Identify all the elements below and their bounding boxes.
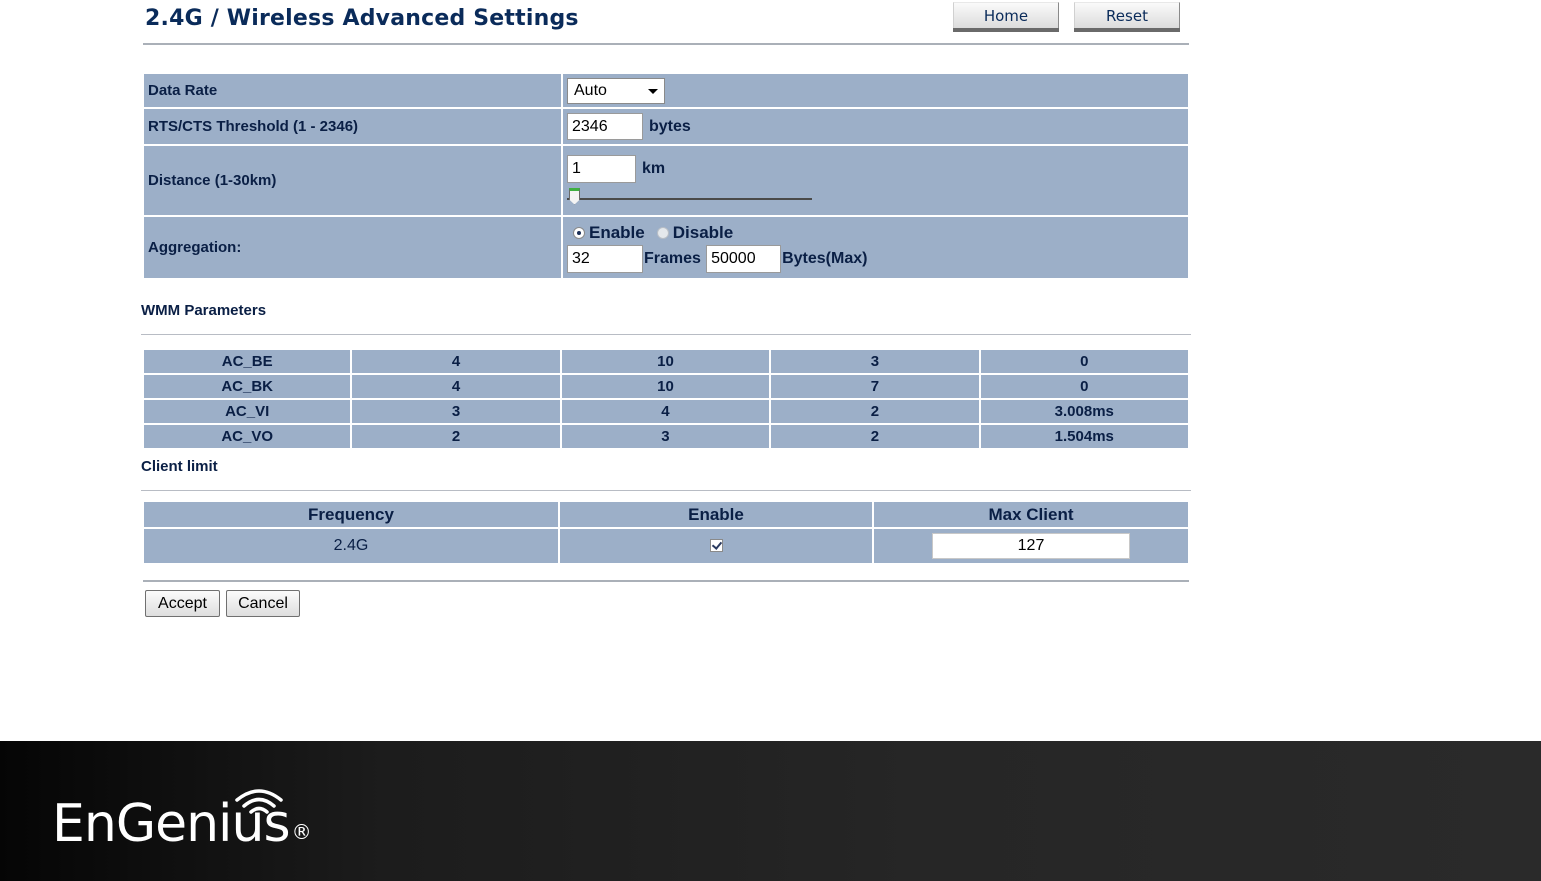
rts-row bbox=[144, 109, 1188, 144]
distance-cell bbox=[563, 146, 1188, 215]
enable-cell bbox=[560, 529, 872, 563]
data-rate-select[interactable] bbox=[567, 78, 665, 104]
distance-input[interactable]: 1 bbox=[567, 155, 636, 183]
chevron-down-icon bbox=[648, 89, 658, 94]
client-limit-row bbox=[144, 529, 1188, 563]
wmm-value-cell: 3 bbox=[771, 350, 978, 373]
distance-label: Distance (1-30km) bbox=[144, 146, 561, 215]
actions-divider bbox=[143, 580, 1189, 582]
brand-footer bbox=[0, 741, 1541, 881]
column-header: Max Client bbox=[874, 502, 1188, 527]
rts-unit: bytes bbox=[649, 117, 691, 135]
wmm-access-category: AC_BE bbox=[144, 350, 350, 373]
data-rate-value: Auto bbox=[574, 81, 607, 99]
wmm-access-category: AC_VI bbox=[144, 400, 350, 423]
advanced-settings-table bbox=[142, 72, 1190, 280]
wmm-value-cell: 2 bbox=[352, 425, 559, 448]
data-rate-row bbox=[144, 74, 1188, 107]
wmm-value-cell: 4 bbox=[562, 400, 769, 423]
accept-button[interactable]: Accept bbox=[145, 590, 220, 617]
aggregation-disable-radio[interactable] bbox=[657, 227, 669, 239]
client-limit-heading: Client limit bbox=[141, 458, 218, 475]
rts-cell bbox=[563, 109, 1188, 144]
wmm-value-cell: 4 bbox=[352, 375, 559, 398]
home-button[interactable]: Home bbox=[953, 2, 1059, 28]
aggregation-enable-radio[interactable] bbox=[573, 227, 585, 239]
max-client-input[interactable]: 127 bbox=[932, 533, 1130, 559]
aggregation-frames-input[interactable]: 32 bbox=[567, 245, 643, 273]
rts-label: RTS/CTS Threshold (1 - 2346) bbox=[144, 109, 561, 144]
wmm-value-cell: 4 bbox=[352, 350, 559, 373]
client-limit-table bbox=[142, 500, 1190, 565]
reset-button[interactable]: Reset bbox=[1074, 2, 1180, 28]
bytes-max-label: Bytes(Max) bbox=[782, 250, 868, 268]
max-client-cell bbox=[874, 529, 1188, 563]
data-rate-label: Data Rate bbox=[144, 74, 561, 107]
slider-track bbox=[567, 198, 812, 200]
distance-unit: km bbox=[642, 159, 666, 177]
distance-slider[interactable] bbox=[567, 187, 812, 209]
client-limit-divider bbox=[141, 490, 1191, 491]
wmm-value-cell: 1.504ms bbox=[981, 425, 1188, 448]
wmm-value-cell: 3.008ms bbox=[981, 400, 1188, 423]
wmm-value-cell: 3 bbox=[352, 400, 559, 423]
wmm-row bbox=[144, 400, 1188, 423]
wmm-value-cell: 2 bbox=[771, 400, 978, 423]
aggregation-enable-label: Enable bbox=[589, 223, 645, 243]
wifi-signal-icon bbox=[231, 786, 287, 816]
wmm-divider bbox=[141, 334, 1191, 335]
distance-row bbox=[144, 146, 1188, 215]
logo-text: EnGenius bbox=[52, 794, 290, 854]
wmm-value-cell: 10 bbox=[562, 375, 769, 398]
wmm-value-cell: 7 bbox=[771, 375, 978, 398]
wmm-row bbox=[144, 425, 1188, 448]
cancel-button[interactable]: Cancel bbox=[226, 590, 300, 617]
slider-thumb[interactable] bbox=[569, 188, 580, 205]
title-divider bbox=[143, 43, 1189, 45]
wmm-row bbox=[144, 350, 1188, 373]
client-limit-enable-checkbox[interactable] bbox=[710, 539, 723, 552]
wmm-heading: WMM Parameters bbox=[141, 302, 267, 319]
wmm-value-cell: 0 bbox=[981, 350, 1188, 373]
rts-threshold-input[interactable]: 2346 bbox=[567, 113, 643, 140]
wmm-row bbox=[144, 375, 1188, 398]
page-title: 2.4G / Wireless Advanced Settings bbox=[145, 6, 579, 31]
data-rate-cell bbox=[563, 74, 1188, 107]
wmm-access-category: AC_VO bbox=[144, 425, 350, 448]
wmm-value-cell: 0 bbox=[981, 375, 1188, 398]
aggregation-label: Aggregation: bbox=[144, 217, 561, 278]
aggregation-cell bbox=[563, 217, 1188, 278]
aggregation-bytes-input[interactable]: 50000 bbox=[706, 245, 781, 273]
wmm-access-category: AC_BK bbox=[144, 375, 350, 398]
aggregation-row bbox=[144, 217, 1188, 278]
frequency-cell: 2.4G bbox=[144, 529, 558, 563]
wmm-table bbox=[142, 348, 1190, 450]
frames-label: Frames bbox=[644, 250, 701, 268]
column-header: Enable bbox=[560, 502, 872, 527]
registered-mark: ® bbox=[291, 820, 311, 844]
wmm-value-cell: 3 bbox=[562, 425, 769, 448]
wmm-value-cell: 2 bbox=[771, 425, 978, 448]
client-limit-header-row bbox=[144, 502, 1188, 527]
column-header: Frequency bbox=[144, 502, 558, 527]
aggregation-disable-label: Disable bbox=[672, 223, 734, 243]
wmm-value-cell: 10 bbox=[562, 350, 769, 373]
